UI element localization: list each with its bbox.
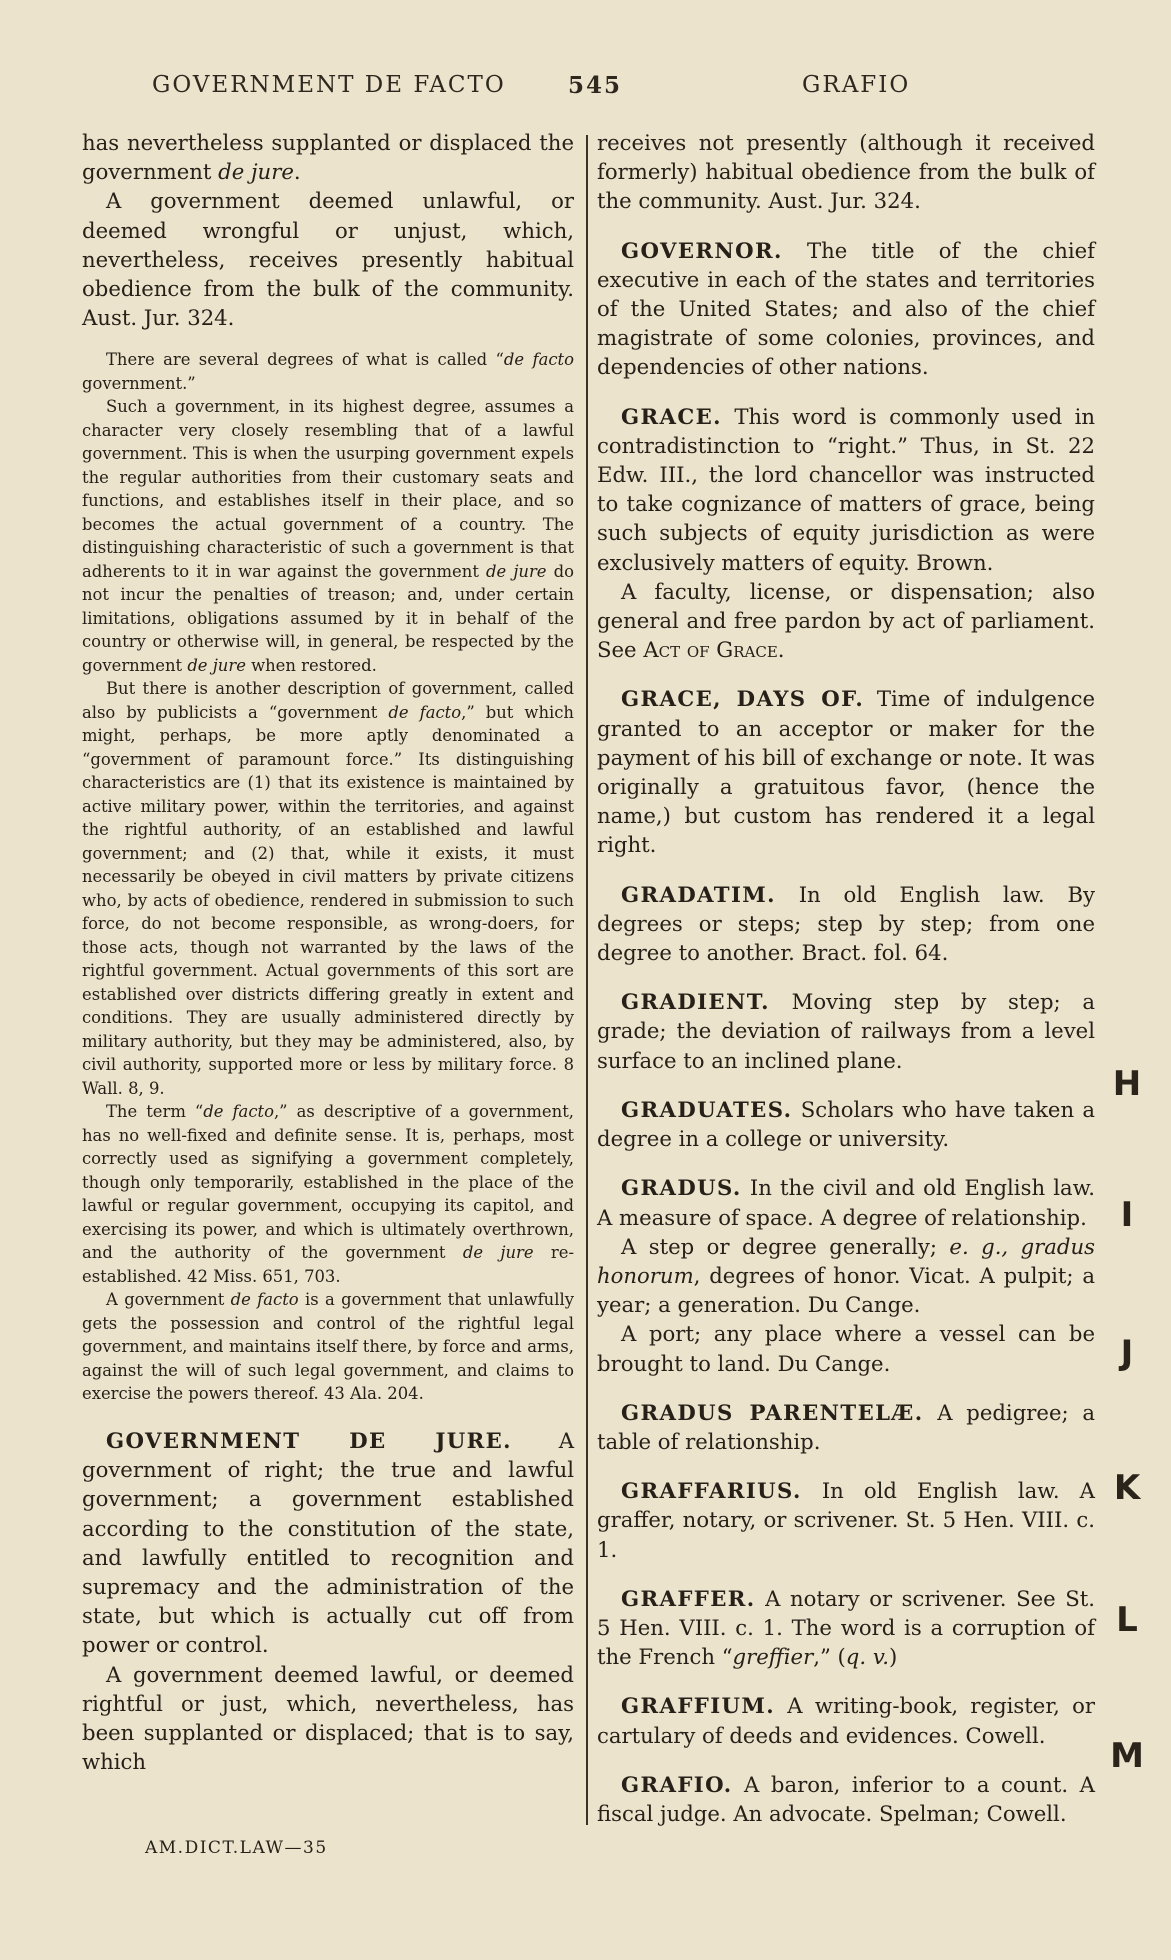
- signature-mark: AM.DICT.LAW—35: [145, 1838, 328, 1858]
- cross-reference: Act of Grace: [643, 637, 778, 663]
- headword: GRAFFIUM.: [621, 1693, 776, 1719]
- headword: GRADUATES.: [621, 1096, 793, 1122]
- quote-paragraph: There are several degrees of what is called “de facto government.”: [82, 350, 574, 393]
- headword: GRAFIO.: [621, 1771, 733, 1797]
- quote-paragraph: Such a government, in its highest degree, assumes a character very closely resembling that of a lawful government. This is when the usurping government expels the regular authorities from their customary seats and functions, and establishes itself in their place, and so becomes the actual government of a country. The distinguishing characteristic of such a government is that adherents to it in war against the government de jure do not incur the penalties of treason; and, under certain limitations, obligations assumed by it in behalf of the country or otherwise will, in general, be respected by the government de jure when restored.: [82, 397, 574, 675]
- running-head-left: GOVERNMENT DE FACTO: [152, 72, 506, 98]
- entry-gradus-parentelae: GRADUS PARENTELÆ. A pedigree; a table of relationship.: [597, 1399, 1095, 1454]
- definition-paragraph: A faculty, license, or dispensation; also general and free pardon by act of parliament. See Act of Grace.: [597, 578, 1095, 663]
- entry-gradatim: GRADATIM. In old English law. By degrees or steps; step by step; from one degree to another. Bract. fol. 64.: [597, 881, 1095, 966]
- headword: GRACE.: [621, 403, 722, 429]
- thumb-index-i[interactable]: I: [1120, 1195, 1134, 1235]
- headword: GRAFFER.: [621, 1585, 756, 1611]
- headword: GRAFFARIUS.: [621, 1478, 802, 1504]
- headword: GRADATIM.: [621, 881, 776, 907]
- thumb-index-j[interactable]: J: [1120, 1333, 1134, 1373]
- continued-paragraph: has nevertheless supplanted or displaced the government de jure.: [82, 130, 574, 185]
- page-number: 545: [568, 72, 623, 99]
- entry-grafio: GRAFIO. A baron, inferior to a count. A fiscal judge. An advocate. Spelman; Cowell.: [597, 1771, 1095, 1826]
- definition-paragraph: A port; any place where a vessel can be brought to land. Du Cange.: [597, 1321, 1095, 1376]
- quote-paragraph: The term “de facto,” as descriptive of a government, has no well-fixed and definite sense. It is, perhaps, most correctly used as signifying a government completely, though only temporarily, established in the place of the lawful or regular government, occupying its capitol, and exercising its power, and which is ultimately overthrown, and the authority of the government de jure re-established. 42 Miss. 651, 703.: [82, 1102, 574, 1286]
- running-head: [0, 72, 1171, 106]
- headword: GRADUS PARENTELÆ.: [621, 1399, 924, 1425]
- left-column: [82, 128, 574, 1776]
- right-column: [597, 128, 1095, 1828]
- thumb-index-l[interactable]: L: [1116, 1600, 1138, 1640]
- thumb-index-k[interactable]: K: [1113, 1468, 1141, 1508]
- running-head-right: GRAFIO: [802, 72, 911, 98]
- entry-grace-days-of: GRACE, DAYS OF. Time of indulgence granted to an acceptor or maker for the payment of his bill of exchange or note. It was originally a gratuitous favor, (hence the name,) but custom has rendered it a legal right.: [597, 686, 1095, 858]
- entry-grace: GRACE. This word is commonly used in contradistinction to “right.” Thus, in St. 22 Edw. III., the lord chancellor was instructed to take cognizance of matters of grace, being such subjects of equity jurisdiction as were exclusively matters of equity. Brown.: [597, 403, 1095, 575]
- quote-paragraph: A government de facto is a government that unlawfully gets the possession and control of the rightful legal government, and maintains itself there, by force and arms, against the will of such legal government, and claims to exercise the powers thereof. 43 Ala. 204.: [82, 1290, 574, 1404]
- definition-paragraph: A step or degree generally; e. g., gradus honorum, degrees of honor. Vicat. A pulpit; a year; a generation. Du Cange.: [597, 1233, 1095, 1318]
- entry-gradus: GRADUS. In the civil and old English law. A measure of space. A degree of relationship.: [597, 1175, 1095, 1230]
- continued-paragraph: receives not presently (although it received formerly) habitual obedience from the bulk of the community. Aust. Jur. 324.: [597, 130, 1095, 214]
- headword: GOVERNOR.: [621, 237, 783, 263]
- column-divider: [586, 135, 588, 1825]
- entry-graffer: GRAFFER. A notary or scrivener. See St. 5 Hen. VIII. c. 1. The word is a corruption of the French “greffier,” (q. v.): [597, 1585, 1095, 1670]
- headword: GOVERNMENT DE JURE.: [106, 1427, 512, 1453]
- entry-graffarius: GRAFFARIUS. In old English law. A graffer, notary, or scrivener. St. 5 Hen. VIII. c. 1.: [597, 1478, 1095, 1562]
- thumb-index-h[interactable]: H: [1112, 1064, 1142, 1104]
- entry-gradient: GRADIENT. Moving step by step; a grade; the deviation of railways from a level surface to an inclined plane.: [597, 989, 1095, 1073]
- entry-graffium: GRAFFIUM. A writing-book, register, or cartulary of deeds and evidences. Cowell.: [597, 1693, 1095, 1748]
- definition-paragraph: A government deemed unlawful, or deemed wrongful or unjust, which, nevertheless, receives presently habitual obedience from the bulk of the community. Aust. Jur. 324.: [82, 188, 574, 331]
- thumb-index-m[interactable]: M: [1110, 1736, 1144, 1776]
- entry-government-de-jure: GOVERNMENT DE JURE. A government of right; the true and lawful government; a government established according to the constitution of the state, and lawfully entitled to recognition and supremacy and the administration of the state, but which is actually cut off from power or control.: [82, 1427, 574, 1658]
- entry-governor: GOVERNOR. The title of the chief executive in each of the states and territories of the United States; and also of the chief magistrate of some colonies, provinces, and dependencies of other nations.: [597, 237, 1095, 380]
- headword: GRADUS.: [621, 1175, 742, 1201]
- headword: GRADIENT.: [621, 989, 770, 1015]
- entry-graduates: GRADUATES. Scholars who have taken a degree in a college or university.: [597, 1096, 1095, 1152]
- quote-paragraph: But there is another description of government, called also by publicists a “government de facto,” but which might, perhaps, be more aptly denominated a “government of paramount force.” Its distinguishing characteristics are (1) that its existence is maintained by active military power, within the territories, and against the rightful authority, of an established and lawful government; and (2) that, while it exists, it must necessarily be obeyed in civil matters by private citizens who, by acts of obedience, rendered in submission to such force, do not become responsible, as wrong-doers, for those acts, though not warranted by the laws of the rightful government. Actual governments of this sort are established over districts differing greatly in extent and conditions. They are usually administered directly by military authority, but they may be administered, also, by civil authority, supported more or less by military force. 8 Wall. 8, 9.: [82, 679, 574, 1098]
- definition-paragraph: A government deemed lawful, or deemed rightful or just, which, nevertheless, has been supplanted or displaced; that is to say, which: [82, 1661, 574, 1775]
- headword: GRACE, DAYS OF.: [621, 686, 865, 712]
